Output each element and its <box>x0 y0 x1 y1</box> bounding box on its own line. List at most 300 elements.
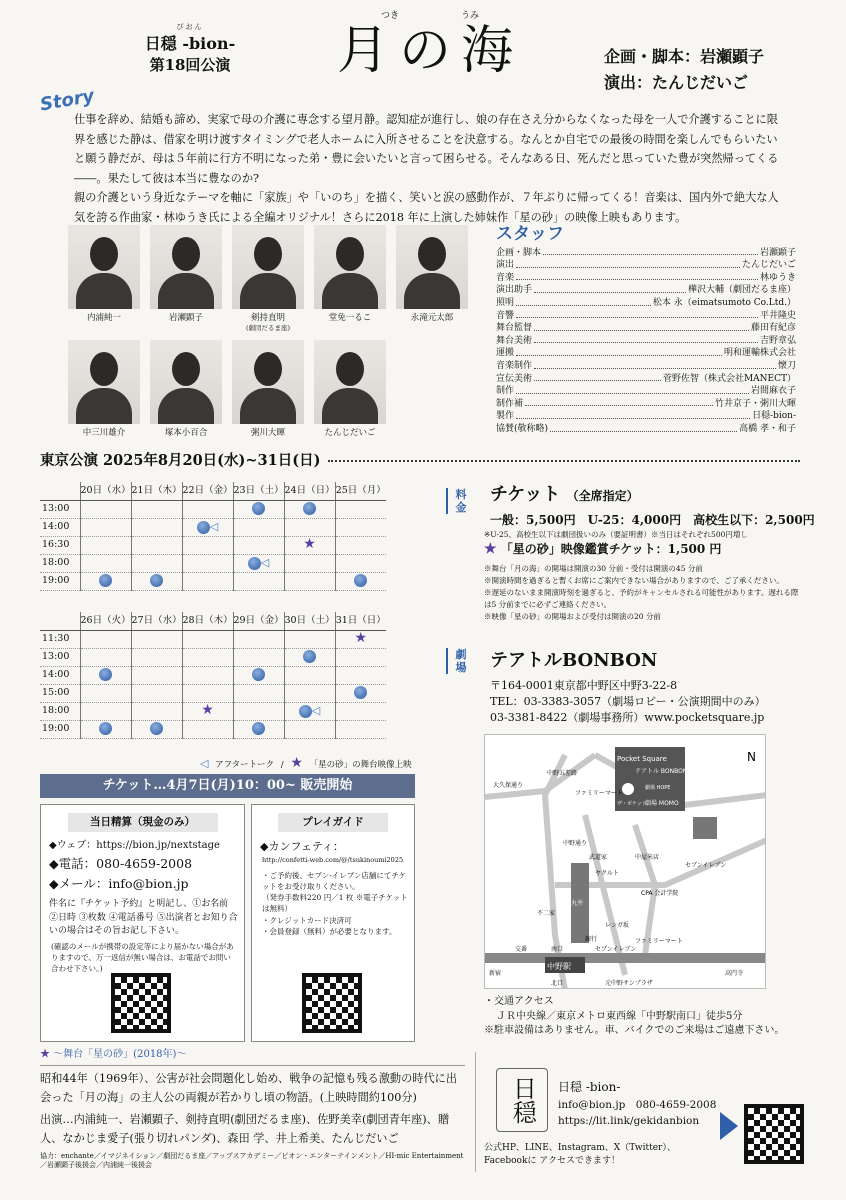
ticket-notes <box>484 563 804 623</box>
schedule-day: 22日（金） <box>182 482 233 500</box>
schedule-cell <box>131 554 182 572</box>
moon-icon <box>248 557 261 570</box>
cast-name: たんじだいご <box>324 427 376 438</box>
staff-role: 制作 <box>496 386 515 397</box>
staff-role: 演出助手 <box>496 285 533 296</box>
schedule-cell <box>131 666 182 684</box>
schedule-time: 13:00 <box>40 500 80 518</box>
staff-dots <box>516 297 651 306</box>
schedule-cell <box>131 684 182 702</box>
staff-name: 竹井京子・粥川大暉 <box>714 398 796 409</box>
schedule-row <box>40 518 386 536</box>
ticket-note: ※開演時間を過ぎると暫くお席にご案内できない場合がありますので、ご了承ください。 <box>484 576 784 585</box>
tokyo-heading-text: 東京公演 2025年8月20日(水)~31日(日) <box>40 452 321 469</box>
cast-card <box>392 225 472 334</box>
schedule-day: 24日（日） <box>284 482 335 500</box>
staff-row <box>496 398 796 411</box>
staff-role: 宣伝美術 <box>496 373 533 384</box>
map-shinjuku-label: 新宿 <box>489 970 502 977</box>
staff-name: 懐刀 <box>777 360 796 371</box>
heading-dotted-line <box>328 460 800 462</box>
staff-name: たんじだいご <box>741 260 796 271</box>
play-guide-url[interactable]: http://confetti-web.com/@/tsukinoumi2025 <box>262 855 404 864</box>
schedule-row <box>40 702 386 720</box>
staff-dots <box>516 259 740 268</box>
staff-dots <box>516 310 758 319</box>
moon-icon <box>299 705 312 718</box>
box-office-tel[interactable]: ◆電話：080-4659-2008 <box>49 856 193 872</box>
map-hope-label: 劇場 HOPE <box>645 785 671 791</box>
schedule-day: 29日（金） <box>233 612 284 630</box>
staff-row <box>496 247 796 260</box>
play-guide-name: ◆カンフェティ： <box>260 840 345 854</box>
schedule-cell <box>131 630 182 648</box>
cast-card <box>310 340 390 439</box>
company-block <box>130 22 250 77</box>
schedule-cell <box>131 500 182 518</box>
schedule-cell[interactable] <box>131 720 182 738</box>
staff-row <box>496 310 796 323</box>
schedule-time: 11:30 <box>40 630 80 648</box>
title-block <box>330 10 530 80</box>
box-office-head: 当日精算（現金のみ） <box>68 813 218 832</box>
schedule-cell <box>233 648 284 666</box>
staff-row <box>496 423 796 436</box>
staff-name: 明和運輸株式会社 <box>723 348 796 359</box>
moon-icon <box>303 502 316 515</box>
schedule-cell <box>80 702 131 720</box>
staff-role: 制作補 <box>496 398 524 409</box>
map-theater-label: テアトル BONBON <box>635 768 688 775</box>
cast-photo <box>150 340 222 424</box>
ticket-note: ※遅延のないまま開演時刻を過ぎると、予約がキャンセルされる可能性があります。遅れる際は5 分前までに必ずご連絡ください。 <box>484 588 799 609</box>
staff-dots <box>534 322 749 331</box>
schedule-cell <box>335 666 386 684</box>
map-okubo-label: 大久保通り <box>493 782 524 789</box>
access-line-2: ※駐車設備はありません。車、バイクでのご来場はご遠慮下さい。 <box>484 1025 785 1036</box>
after-talk-label: アフタートーク <box>215 760 275 770</box>
schedule-cell <box>182 720 233 738</box>
schedule-time: 19:00 <box>40 572 80 590</box>
cast-photo <box>68 225 140 309</box>
schedule-time: 18:00 <box>40 702 80 720</box>
cast-photo <box>150 225 222 309</box>
map-nakano-bldg-label: 中屋米店 <box>635 854 660 861</box>
staff-row <box>496 297 796 310</box>
play-guide-head: プレイガイド <box>278 813 388 832</box>
ticket-title-note: （全席指定） <box>566 489 639 503</box>
schedule-cell <box>284 572 335 590</box>
schedule-time: 14:00 <box>40 666 80 684</box>
schedule-cell <box>182 554 233 572</box>
venue-name: テアトルBONBON <box>490 650 658 671</box>
staff-role: 運搬 <box>496 348 515 359</box>
cast-name: 粥川大暉 <box>250 427 285 438</box>
schedule-cell[interactable] <box>80 720 131 738</box>
schedule-table-2 <box>40 612 386 739</box>
history-section <box>40 1048 465 1171</box>
staff-title: スタッフ <box>496 224 564 244</box>
schedule-cell <box>284 666 335 684</box>
schedule-cell <box>284 720 335 738</box>
org-info <box>558 1078 716 1129</box>
play-guide-note: ・会員登録（無料）が必要となります。 <box>262 926 397 936</box>
map-bank-label: 銀行 <box>585 936 598 943</box>
play-guide-panel <box>251 804 415 1042</box>
cast-card <box>228 225 308 334</box>
schedule-time: 19:00 <box>40 720 80 738</box>
ticket-note: ※映像「星の砂」の開場および受付は開演の20 分前 <box>484 612 661 621</box>
schedule-time: 18:00 <box>40 554 80 572</box>
history-star-icon: ★ <box>40 1049 50 1060</box>
staff-name: 吉野章弘 <box>759 335 796 346</box>
staff-section <box>496 222 796 436</box>
venue-address: 〒164-0001東京都中野区中野3-22-8 <box>490 679 678 692</box>
schedule-row <box>40 536 386 554</box>
ticket-title-text: チケット <box>490 484 561 505</box>
moon-icon <box>303 650 316 663</box>
ticket-title <box>490 482 639 508</box>
schedule-row <box>40 666 386 684</box>
schedule-cell <box>284 630 335 648</box>
play-title: 月の海 <box>336 21 523 82</box>
staff-row <box>496 347 796 360</box>
history-coop: 協力：enchante／イマジネイション／劇団だるま座／アップスアカデミー／ビオン・エンターテインメント／HI-mic Entertainment／岩瀬顕子後援会／内浦純一後援会 <box>40 1151 464 1170</box>
venue-side-label: 劇場 <box>452 648 470 674</box>
schedule-day: 31日（日） <box>335 612 386 630</box>
schedule-time: 15:00 <box>40 684 80 702</box>
star-icon: ★ <box>354 630 368 647</box>
staff-name: 松本 永（eimatsumoto Co.Ltd.） <box>652 298 796 309</box>
map-seven2-label: セブンイレブン <box>685 862 727 869</box>
map-koenji-label: 高円寺 <box>725 970 744 977</box>
venue-info <box>490 678 766 726</box>
staff-row <box>496 335 796 348</box>
story-paragraph-2: 親の介護という身近なテーマを軸に「家族」や「いのち」を描く、笑いと涙の感動作が、７年ぶりに帰ってくる！音楽は、国内外で絶大な人気を誇る作曲家・林ゆうき氏による全編オリジナル！さらに2018 年に上演した姉妹作「星の砂」の映像上映もあります。 <box>74 191 779 224</box>
schedule-cell[interactable] <box>335 630 386 648</box>
schedule-row <box>40 630 386 648</box>
company-logo: 日穏 <box>496 1068 548 1132</box>
cast-photo <box>314 340 386 424</box>
staff-list <box>496 247 796 436</box>
schedule-cell[interactable] <box>233 500 284 518</box>
schedule-cell <box>182 684 233 702</box>
ticket-note: ※舞台「月の海」の開場は開演の30 分前・受付は開演の45 分前 <box>484 564 703 573</box>
schedule-cell <box>335 648 386 666</box>
schedule-header-row <box>40 612 386 630</box>
map-marui-label: 丸井 <box>571 900 584 907</box>
box-office-instructions: 件名に『チケット予約』と明記し、①お名前 ②日時 ③枚数 ④電話番号 ⑤出演者とお知り合いの場合はその旨お記し下さい。 <box>49 899 238 937</box>
venue-tel-1: TEL：03-3383-3057（劇場ロビー・公演期間中のみ） <box>490 694 766 708</box>
price-side-label: 料金 <box>452 488 470 514</box>
star-icon: ★ <box>303 536 316 553</box>
staff-dots <box>550 423 737 432</box>
staff-role: 音楽制作 <box>496 360 533 371</box>
map-south-label: 南口 <box>551 946 564 953</box>
map-the-pocket-label: ザ・ポケット <box>617 801 647 807</box>
staff-row <box>496 373 796 386</box>
after-talk-icon: ◁ <box>311 704 321 718</box>
schedule-cell <box>131 702 182 720</box>
after-talk-icon: ◁ <box>260 556 270 570</box>
map-pocket-square-label: Pocket Square <box>617 755 667 763</box>
schedule-cell <box>182 500 233 518</box>
cast-card <box>64 340 144 439</box>
schedule-time: 13:00 <box>40 648 80 666</box>
history-head <box>40 1048 465 1066</box>
schedule-corner <box>40 612 80 630</box>
cast-photo <box>232 225 304 309</box>
cast-name: 堂免一るこ <box>328 313 372 323</box>
map-seven1-label: セブンイレブン <box>595 946 637 953</box>
play-guide-note: （発券手数料220 円／1 枚 ※電子チケットは無料） <box>262 893 408 914</box>
schedule-day: 25日（月） <box>335 482 386 500</box>
ticket-sale-banner: チケット…4月7日(月)10：00~ 販売開始 <box>40 774 415 798</box>
schedule-cell <box>80 518 131 536</box>
schedule-cell <box>335 500 386 518</box>
staff-role: 協賛(敬称略) <box>496 423 549 434</box>
map-koban-label: 交番 <box>515 946 528 953</box>
box-office-qr[interactable] <box>111 973 171 1033</box>
cast-card <box>146 340 226 439</box>
org-qr[interactable] <box>744 1104 804 1164</box>
staff-role: 舞台美術 <box>496 335 533 346</box>
map-north-exit-label: 北口 <box>551 980 564 987</box>
tokyo-heading <box>40 450 800 471</box>
schedule-cell <box>233 630 284 648</box>
planning-credit: 企画・脚本：岩瀬顕子 <box>604 47 765 66</box>
story-text <box>74 110 786 228</box>
star-icon: ★ <box>201 702 214 719</box>
schedule-cell <box>284 554 335 572</box>
cast-photo <box>396 225 468 309</box>
staff-name: 高橋 孝・和子 <box>739 423 796 434</box>
schedule-row <box>40 684 386 702</box>
cast-photo <box>314 225 386 309</box>
schedule-cell <box>80 500 131 518</box>
schedule-day: 30日（土） <box>284 612 335 630</box>
moon-icon <box>354 686 367 699</box>
org-contact[interactable]: info@bion.jp 080-4659-2008 <box>558 1098 717 1111</box>
history-head-text: ～舞台「星の砂」(2018年)～ <box>53 1049 187 1060</box>
moon-icon <box>197 521 210 534</box>
schedule-day: 20日（水） <box>80 482 131 500</box>
schedule-row <box>40 720 386 738</box>
staff-dots <box>534 284 686 293</box>
schedule-day: 27日（水） <box>131 612 182 630</box>
map-bushi-label: 武道家 <box>589 854 608 861</box>
schedule-cell <box>131 648 182 666</box>
box-office-note: (確認のメールが携帯の設定等により届かない場合がありますので、万一返信が無い場合は、お電話でお問い合わせ下さい。) <box>51 941 234 974</box>
cast-card <box>64 225 144 334</box>
schedule-cell[interactable] <box>80 572 131 590</box>
play-guide-qr[interactable] <box>302 973 362 1033</box>
cast-photo <box>68 340 140 424</box>
schedule-cell[interactable] <box>233 720 284 738</box>
story-paragraph-1: 仕事を辞め、結婚も諦め、実家で母の介護に専念する望月静。認知症が進行し、娘の存在さえ分からなくなった母を一人で介護することに限界を感じた静は、借家を明け渡すタイミングで老人ホームに入所させることを決意する。なんとか自宅での最後の時間を楽しんでもらいたいと願う静だが、母は５年前に行方不明になった弟・豊に会いたいと言って困らせる。そんなある日、死んだと思っていた豊が突然帰ってくる――。果たして彼は本当に豊なのか? <box>74 113 779 185</box>
history-cast: 出演…内浦純一、岩瀬顕子、剣持直明(劇団だるま座)、佐野美幸(劇団青年座)、贈人、なかじま愛子(張り切れパンダ)、森田 学、井上希美、たんじだいご <box>40 1112 450 1145</box>
cast-name: 岩瀬顕子 <box>168 313 203 323</box>
staff-name: 平井隆史 <box>759 310 796 321</box>
org-follow: 公式HP、LINE、Instagram、X（Twitter）、Facebookに アクセスできます！ <box>484 1143 676 1166</box>
schedule-cell <box>284 684 335 702</box>
moon-icon <box>252 668 265 681</box>
schedule-cell[interactable] <box>131 572 182 590</box>
box-office-mail[interactable]: ◆メール：info@bion.jp <box>49 876 189 892</box>
schedule-cell <box>335 720 386 738</box>
map-theater-marker <box>622 783 634 795</box>
staff-row <box>496 385 796 398</box>
staff-dots <box>525 398 713 407</box>
moon-icon <box>99 722 112 735</box>
title-ruby-2: うみ <box>460 11 479 21</box>
schedule-cell <box>80 630 131 648</box>
schedule-cell <box>182 572 233 590</box>
map-station-label: 中野駅 <box>547 962 571 971</box>
map-cpa-label: CPA 会計学院 <box>641 890 679 897</box>
cast-card <box>146 225 226 334</box>
staff-role: 製作 <box>496 411 515 422</box>
schedule-cell[interactable] <box>182 518 233 536</box>
play-guide-note: ・クレジットカード決済可 <box>262 915 352 925</box>
schedule-day: 21日（木） <box>131 482 182 500</box>
credits <box>604 44 764 95</box>
staff-row <box>496 284 796 297</box>
map-fujiya-label: 不二家 <box>537 910 556 917</box>
org-url[interactable]: https://lit.link/gekidanbion <box>558 1114 700 1127</box>
schedule-cell <box>233 702 284 720</box>
staff-name: 藤田有紀彦 <box>750 323 796 334</box>
staff-dots <box>516 272 758 281</box>
map-momo-label: 劇場 MOMO <box>645 800 679 807</box>
schedule-cell[interactable] <box>80 666 131 684</box>
staff-role: 演出 <box>496 260 515 271</box>
moon-icon <box>354 574 367 587</box>
star-label: 「星の砂」の舞台映像上映 <box>309 760 412 770</box>
schedule-row <box>40 554 386 572</box>
play-guide-note: ・ご予約後、セブン-イレブン店舗にてチケットをお受け取りください。 <box>262 870 407 891</box>
schedule-time: 14:00 <box>40 518 80 536</box>
cast-grid <box>64 225 474 439</box>
staff-role: 音楽 <box>496 272 515 283</box>
title-ruby-1: つき <box>380 11 399 21</box>
schedule-cell <box>233 684 284 702</box>
schedule-cell <box>131 536 182 554</box>
schedule-cell <box>131 518 182 536</box>
schedule-cell[interactable] <box>335 572 386 590</box>
staff-row <box>496 360 796 373</box>
play-guide-notes <box>252 870 414 938</box>
after-talk-icon: ◁ <box>209 520 219 534</box>
staff-name: 菅野佐智（株式会社MANECT） <box>662 373 796 384</box>
access-line-1: ＪＲ中央線／東京メトロ東西線「中野駅南口」徒歩5分 <box>496 1010 743 1022</box>
schedule-cell[interactable] <box>284 648 335 666</box>
schedule-cell <box>335 702 386 720</box>
staff-dots <box>516 385 749 394</box>
access-info <box>484 995 784 1039</box>
staff-name: 岩瀬顕子 <box>759 247 796 258</box>
schedule-cell <box>80 554 131 572</box>
staff-name: 林ゆうき <box>759 272 796 283</box>
schedule-cell <box>335 554 386 572</box>
schedule-cell[interactable] <box>233 666 284 684</box>
staff-row <box>496 322 796 335</box>
staff-role: 企画・脚本 <box>496 247 542 258</box>
moon-icon <box>252 722 265 735</box>
schedule-cell <box>284 518 335 536</box>
staff-row <box>496 272 796 285</box>
star-icon: ★ <box>290 755 303 771</box>
staff-role: 舞台監督 <box>496 323 533 334</box>
schedule-cell[interactable] <box>335 684 386 702</box>
box-office-web[interactable]: ◆ウェブ：https://bion.jp/nextstage <box>49 840 220 852</box>
director-credit: 演出：たんじだいご <box>604 72 749 92</box>
schedule-day: 23日（土） <box>233 482 284 500</box>
arrow-icon <box>720 1112 738 1140</box>
box-office-panel <box>40 804 245 1042</box>
ticket-price-note: ※U-25、高校生以下は劇団扱いのみ（要証明書）※当日はそれぞれ500円増し <box>484 530 748 539</box>
map-north-icon: N <box>747 750 756 764</box>
story-label: Story <box>38 85 96 116</box>
map-familymart-label: ファミリーマート <box>575 790 623 797</box>
schedule-cell <box>80 648 131 666</box>
staff-role: 音響 <box>496 310 515 321</box>
cast-card <box>310 225 390 334</box>
cast-affiliation: (劇団だるま座) <box>245 324 291 333</box>
staff-dots <box>516 410 750 419</box>
map-building <box>693 817 717 839</box>
schedule-cell[interactable] <box>182 702 233 720</box>
cast-name: 中三川雄介 <box>82 427 126 438</box>
cast-section <box>64 225 474 439</box>
schedule-legend <box>200 756 416 772</box>
cast-name: 剣持直明 <box>250 313 285 323</box>
map-familymart2-label: ファミリーマート <box>635 938 683 945</box>
schedule-cell <box>182 666 233 684</box>
schedule-cell[interactable] <box>284 536 335 554</box>
schedule-cell[interactable] <box>233 554 284 572</box>
star-ticket-text: 「星の砂」映像鑑賞チケット：1,500 円 <box>500 542 722 556</box>
schedule-cell <box>335 536 386 554</box>
venue-tel-2: 03-3381-8422（劇場事務所）www.pocketsquare.jp <box>490 710 765 724</box>
schedule-cell <box>80 536 131 554</box>
schedule-cell <box>233 518 284 536</box>
schedule-day: 28日（木） <box>182 612 233 630</box>
schedule-cell <box>80 684 131 702</box>
map-rail <box>485 953 766 963</box>
staff-role: 照明 <box>496 298 515 309</box>
star-ticket-icon: ★ <box>484 541 497 557</box>
venue-map <box>484 734 766 989</box>
staff-name: 樺沢大輔（劇団だるま座） <box>687 285 796 296</box>
star-ticket <box>484 541 721 558</box>
schedule-cell <box>182 630 233 648</box>
schedule-cell[interactable] <box>284 500 335 518</box>
schedule-table-1 <box>40 482 386 591</box>
company-ruby: びおん <box>176 23 204 31</box>
map-svg <box>485 735 766 989</box>
schedule-cell <box>335 518 386 536</box>
moon-icon <box>150 574 163 587</box>
map-sunplaza-label: 元中野サンプラザ <box>605 980 653 987</box>
map-nakano5-label: 中野五差路 <box>547 770 578 777</box>
staff-dots <box>543 247 758 256</box>
schedule-row <box>40 572 386 590</box>
schedule-header-row <box>40 482 386 500</box>
schedule-cell[interactable] <box>284 702 335 720</box>
company-name: 日穏 -bion- <box>144 34 236 54</box>
schedule-cell <box>182 648 233 666</box>
